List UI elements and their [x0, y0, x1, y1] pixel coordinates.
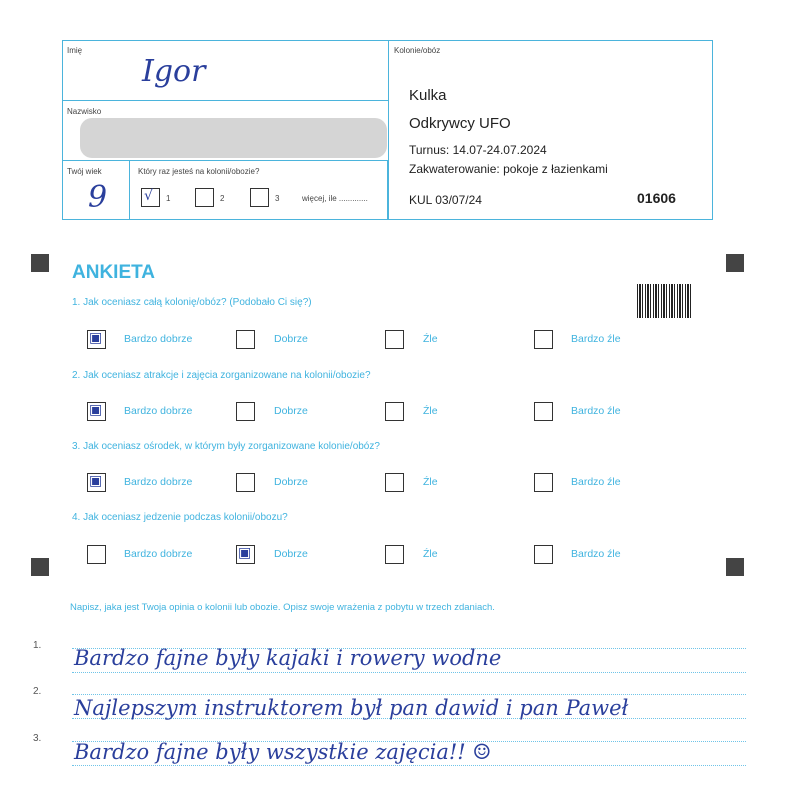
q1-option-bardzo-zle[interactable] — [534, 330, 553, 349]
registration-marker-top-left — [31, 254, 49, 272]
turnus-value: 14.07-24.07.2024 — [452, 143, 547, 157]
times-checkbox-2[interactable] — [195, 188, 214, 207]
q2-option-bardzo-zle[interactable] — [534, 402, 553, 421]
q3-label-zle: Źle — [423, 476, 438, 488]
times-option-1: 1 — [166, 194, 171, 203]
q1-option-zle[interactable] — [385, 330, 404, 349]
surname-label: Nazwisko — [67, 107, 102, 116]
opinion-text-3[interactable]: Bardzo fajne były wszystkie zajęcia!! ☺ — [74, 740, 492, 764]
dotted-line-1b — [72, 672, 746, 673]
question-3: 3. Jak oceniasz ośrodek, w którym były zorganizowane kolonie/obóz? — [72, 441, 380, 452]
q1-mark: ▣ — [89, 330, 103, 346]
q3-option-dobrze[interactable] — [236, 473, 255, 492]
age-value: 9 — [88, 180, 108, 215]
times-option-3: 3 — [275, 194, 280, 203]
opinion-text-2[interactable]: Najlepszym instruktorem był pan dawid i pan Paweł — [74, 696, 629, 720]
surname-redacted — [80, 118, 387, 158]
turnus-row — [409, 143, 547, 157]
q4-label-bardzo-zle: Bardzo źle — [571, 548, 621, 560]
line-number-3: 3. — [33, 733, 42, 744]
question-2: 2. Jak oceniasz atrakcje i zajęcia zorganizowane na kolonii/obozie? — [72, 370, 371, 381]
q2-label-dobrze: Dobrze — [274, 405, 308, 417]
q1-label-zle: Źle — [423, 333, 438, 345]
camp-code: KUL 03/07/24 — [409, 193, 482, 207]
q4-mark: ▣ — [238, 545, 252, 561]
times-check-mark: √ — [144, 188, 153, 204]
q3-label-bardzo-zle: Bardzo źle — [571, 476, 621, 488]
camp-place: Kulka — [409, 87, 447, 104]
accom-value: pokoje z łazienkami — [503, 162, 608, 176]
form-number: 01606 — [637, 190, 676, 206]
question-1: 1. Jak oceniasz całą kolonię/obóz? (Podobało Ci się?) — [72, 297, 312, 308]
registration-marker-bottom-left — [31, 558, 49, 576]
q2-option-dobrze[interactable] — [236, 402, 255, 421]
q1-option-dobrze[interactable] — [236, 330, 255, 349]
opinion-prompt: Napisz, jaka jest Twoja opinia o kolonii lub obozie. Opisz swoje wrażenia z pobytu w trzech zdaniach. — [70, 602, 495, 613]
age-label: Twój wiek — [67, 167, 102, 176]
q1-label-bardzo-zle: Bardzo źle — [571, 333, 621, 345]
name-cell — [62, 40, 388, 100]
q4-label-bardzo-dobrze: Bardzo dobrze — [124, 548, 193, 560]
camp-label: Kolonie/obóz — [394, 46, 441, 55]
q4-label-zle: Źle — [423, 548, 438, 560]
registration-marker-bottom-right — [726, 558, 744, 576]
name-label: Imię — [67, 46, 83, 55]
accom-row — [409, 162, 608, 176]
name-value: Igor — [142, 54, 206, 89]
q4-option-zle[interactable] — [385, 545, 404, 564]
line-number-1: 1. — [33, 640, 42, 651]
q3-label-dobrze: Dobrze — [274, 476, 308, 488]
times-option-2: 2 — [220, 194, 225, 203]
camp-name: Odkrywcy UFO — [409, 115, 511, 132]
q2-option-zle[interactable] — [385, 402, 404, 421]
q3-label-bardzo-dobrze: Bardzo dobrze — [124, 476, 193, 488]
q4-option-bardzo-zle[interactable] — [534, 545, 553, 564]
turnus-label: Turnus: — [409, 143, 450, 157]
q2-mark: ▣ — [89, 402, 103, 418]
dotted-line-2a — [72, 694, 746, 695]
q2-label-zle: Źle — [423, 405, 438, 417]
dotted-line-3b — [72, 765, 746, 766]
q2-label-bardzo-zle: Bardzo źle — [571, 405, 621, 417]
survey-title: ANKIETA — [72, 262, 156, 283]
times-label: Który raz jesteś na kolonii/obozie? — [138, 167, 260, 176]
times-checkbox-3[interactable] — [250, 188, 269, 207]
registration-marker-top-right — [726, 254, 744, 272]
q1-label-dobrze: Dobrze — [274, 333, 308, 345]
times-more: więcej, ile ............. — [302, 194, 368, 203]
q3-mark: ▣ — [89, 473, 103, 489]
q4-option-bardzo-dobrze[interactable] — [87, 545, 106, 564]
q1-label-bardzo-dobrze: Bardzo dobrze — [124, 333, 193, 345]
line-number-2: 2. — [33, 686, 42, 697]
q2-label-bardzo-dobrze: Bardzo dobrze — [124, 405, 193, 417]
opinion-text-1[interactable]: Bardzo fajne były kajaki i rowery wodne — [74, 646, 502, 670]
barcode — [637, 284, 691, 318]
q3-option-bardzo-zle[interactable] — [534, 473, 553, 492]
q4-label-dobrze: Dobrze — [274, 548, 308, 560]
question-4: 4. Jak oceniasz jedzenie podczas kolonii/obozu? — [72, 512, 288, 523]
accom-label: Zakwaterowanie: — [409, 162, 500, 176]
q3-option-zle[interactable] — [385, 473, 404, 492]
